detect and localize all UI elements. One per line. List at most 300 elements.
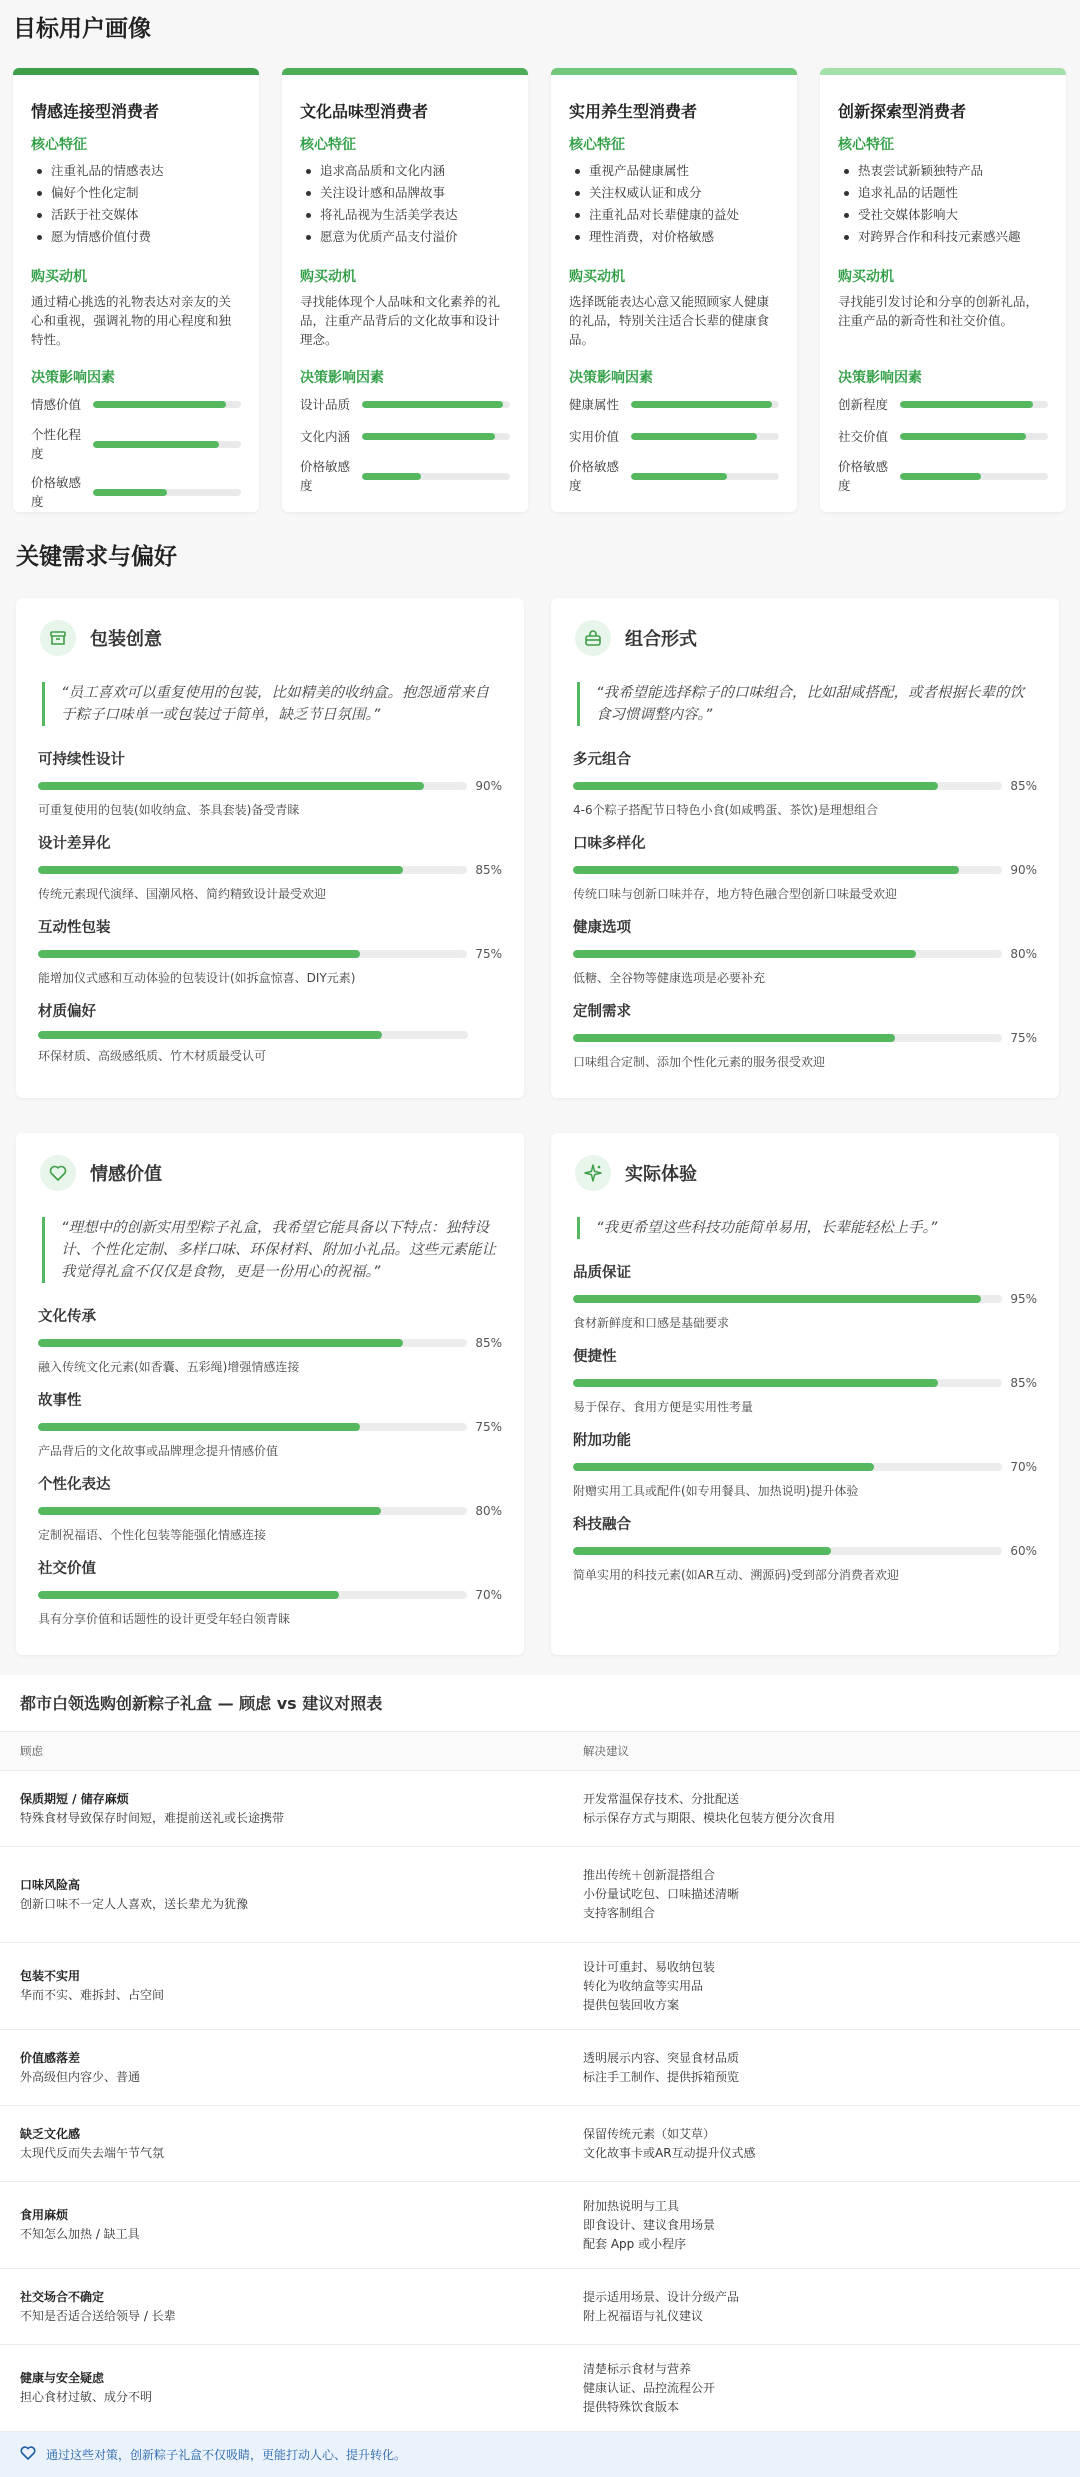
table-header-concern: 顾虑 xyxy=(20,1744,43,1758)
concern-cell xyxy=(0,2288,583,2326)
trait-item: 关注设计感和品牌故事 xyxy=(300,182,510,204)
need-item xyxy=(38,1305,502,1375)
need-item-title: 社交价值 xyxy=(38,1561,96,1577)
need-item-title: 设计差异化 xyxy=(38,836,111,852)
trait-list xyxy=(300,160,510,248)
solution-cell xyxy=(583,1958,1080,2015)
trait-item: 愿意为优质产品支付溢价 xyxy=(300,226,510,248)
need-item-title: 附加功能 xyxy=(573,1433,631,1449)
solution-line: 清楚标示食材与营养 xyxy=(583,2361,692,2376)
factor-track xyxy=(631,433,779,440)
table-row xyxy=(0,2106,1080,2182)
need-item-track xyxy=(38,866,467,874)
heart-icon xyxy=(20,2446,36,2463)
need-item-bar xyxy=(38,1031,502,1039)
need-item-bar xyxy=(573,1292,1037,1306)
concern-detail: 华而不实、难拆封、占空间 xyxy=(20,1988,165,2002)
factor-row xyxy=(31,425,241,463)
concern-title: 社交场合不确定 xyxy=(20,2289,105,2304)
factor-heading: 决策影响因素 xyxy=(31,370,115,386)
need-item-bar xyxy=(38,1420,502,1434)
need-item xyxy=(38,916,502,986)
factor-label: 价格敏感度 xyxy=(569,459,620,493)
need-item-bar xyxy=(38,779,502,793)
concern-title: 食用麻烦 xyxy=(20,2208,69,2222)
persona-name: 实用养生型消费者 xyxy=(569,102,698,121)
need-item-track xyxy=(38,950,467,958)
section-title-needs: 关键需求与偏好 xyxy=(16,544,177,570)
concern-detail: 创新口味不一定人人喜欢，送长辈尤为犹豫 xyxy=(20,1896,249,1911)
motive-text: 寻找能引发讨论和分享的创新礼品，注重产品的新奇性和社交价值。 xyxy=(838,294,1039,328)
need-item-fill xyxy=(573,1463,874,1471)
need-item-fill xyxy=(38,1339,403,1347)
factor-track xyxy=(93,441,241,448)
concern-title: 口味风险高 xyxy=(20,1877,81,1892)
solution-line: 支持客制组合 xyxy=(583,1906,656,1920)
table-row xyxy=(0,1847,1080,1943)
need-item-desc: 食材新鲜度和口感是基础要求 xyxy=(573,1316,730,1330)
need-item-percent: 90% xyxy=(475,779,502,793)
trait-list xyxy=(31,160,241,248)
factor-label: 创新程度 xyxy=(838,396,889,412)
trait-item: 重视产品健康属性 xyxy=(569,160,779,182)
solution-line: 小份量试吃包、口味描述清晰 xyxy=(583,1887,740,1901)
factor-fill xyxy=(900,433,1026,440)
need-item-fill xyxy=(38,1423,360,1431)
trait-list xyxy=(838,160,1048,248)
trait-item: 注重礼品对长辈健康的益处 xyxy=(569,204,779,226)
table-row xyxy=(0,2269,1080,2345)
table-footer xyxy=(0,2432,1080,2477)
factor-row xyxy=(31,393,241,415)
heart-icon xyxy=(40,1155,76,1191)
need-title: 包装创意 xyxy=(90,629,162,650)
need-item-fill xyxy=(38,1591,339,1599)
need-item-percent: 85% xyxy=(1010,1376,1037,1390)
persona-body xyxy=(13,75,259,511)
trait-item: 理性消费，对价格敏感 xyxy=(569,226,779,248)
core-heading: 核心特征 xyxy=(31,137,87,153)
need-item-fill xyxy=(573,1295,981,1303)
factor-fill xyxy=(93,401,226,408)
concern-cell xyxy=(0,2369,583,2407)
need-item-fill xyxy=(38,782,424,790)
concern-cell xyxy=(0,1876,583,1914)
need-item-desc: 能增加仪式感和互动体验的包装设计(如拆盒惊喜、DIY元素) xyxy=(38,971,356,985)
need-item-fill xyxy=(38,950,360,958)
need-header xyxy=(38,620,502,656)
need-item-desc: 定制祝福语、个性化包装等能强化情感连接 xyxy=(38,1528,267,1542)
need-item-title: 互动性包装 xyxy=(38,920,111,936)
concern-title: 保质期短 / 储存麻烦 xyxy=(20,1791,129,1806)
persona-body xyxy=(282,75,528,495)
need-header xyxy=(573,1155,1037,1191)
need-item-bar xyxy=(573,1460,1037,1474)
need-item-desc: 具有分享价值和话题性的设计更受年轻白领青睐 xyxy=(38,1612,291,1626)
solution-cell xyxy=(583,2125,1080,2163)
need-item xyxy=(38,748,502,818)
table-row xyxy=(0,2345,1080,2432)
need-item-track xyxy=(573,1547,1002,1555)
persona-card xyxy=(820,68,1066,512)
need-item-desc: 4-6个粽子搭配节日特色小食(如咸鸭蛋、茶饮)是理想组合 xyxy=(573,803,878,817)
need-item xyxy=(573,748,1037,818)
need-title: 情感价值 xyxy=(90,1164,162,1185)
need-item-percent: 70% xyxy=(1010,1460,1037,1474)
factor-row xyxy=(300,457,510,495)
need-item-track xyxy=(38,782,467,790)
factor-heading: 决策影响因素 xyxy=(300,370,384,386)
persona-accent-bar xyxy=(551,68,797,75)
persona-body xyxy=(551,75,797,495)
concern-detail: 太现代反而失去端午节气氛 xyxy=(20,2145,165,2160)
trait-item: 追求礼品的话题性 xyxy=(838,182,1048,204)
concern-cell xyxy=(0,2206,583,2244)
need-item-fill xyxy=(38,866,403,874)
need-item xyxy=(573,1513,1037,1583)
need-item-percent: 80% xyxy=(1010,947,1037,961)
persona-accent-bar xyxy=(282,68,528,75)
trait-item: 热衷尝试新颖独特产品 xyxy=(838,160,1048,182)
solution-line: 设计可重封、易收纳包装 xyxy=(583,1959,716,1974)
need-item-title: 口味多样化 xyxy=(573,836,646,852)
factor-row xyxy=(838,425,1048,447)
need-item-fill xyxy=(573,782,938,790)
factor-fill xyxy=(631,433,757,440)
need-item-desc: 易于保存、食用方便是实用性考量 xyxy=(573,1400,754,1414)
need-item-bar xyxy=(573,947,1037,961)
need-item-percent: 75% xyxy=(1010,1031,1037,1045)
core-heading: 核心特征 xyxy=(838,137,894,153)
need-item-percent: 95% xyxy=(1010,1292,1037,1306)
factor-label: 文化内涵 xyxy=(300,428,351,444)
persona-card xyxy=(282,68,528,512)
need-item-percent: 90% xyxy=(1010,863,1037,877)
solution-cell xyxy=(583,2288,1080,2326)
trait-item: 愿为情感价值付费 xyxy=(31,226,241,248)
factor-track xyxy=(362,473,510,480)
trait-item: 活跃于社交媒体 xyxy=(31,204,241,226)
need-card xyxy=(551,598,1059,1098)
need-item-desc: 可重复使用的包装(如收纳盒、茶具套装)备受青睐 xyxy=(38,803,300,817)
need-item-bar xyxy=(38,1504,502,1518)
factor-track xyxy=(900,473,1048,480)
need-item xyxy=(573,1261,1037,1331)
need-item-percent: 75% xyxy=(475,947,502,961)
need-item-bar xyxy=(573,1544,1037,1558)
factor-label: 价格敏感度 xyxy=(300,459,351,493)
factor-row xyxy=(569,393,779,415)
factor-label: 实用价值 xyxy=(569,428,620,444)
need-item-desc: 融入传统文化元素(如香囊、五彩绳)增强情感连接 xyxy=(38,1360,300,1374)
trait-item: 将礼品视为生活美学表达 xyxy=(300,204,510,226)
need-quote: “我希望能选择粽子的口味组合，比如甜咸搭配，或者根据长辈的饮食习惯调整内容。” xyxy=(577,682,1037,726)
concern-detail: 担心食材过敏、成分不明 xyxy=(20,2390,153,2404)
solution-line: 转化为收纳盒等实用品 xyxy=(583,1978,704,1993)
need-item-title: 健康选项 xyxy=(573,920,631,936)
need-item-title: 科技融合 xyxy=(573,1517,631,1533)
need-item-desc: 口味组合定制、添加个性化元素的服务很受欢迎 xyxy=(573,1055,826,1069)
trait-item: 追求高品质和文化内涵 xyxy=(300,160,510,182)
solution-line: 推出传统＋创新混搭组合 xyxy=(583,1868,716,1882)
need-item-title: 故事性 xyxy=(38,1393,82,1409)
solution-line: 保留传统元素（如艾草） xyxy=(583,2126,716,2141)
factor-row xyxy=(838,457,1048,495)
need-item-bar xyxy=(38,947,502,961)
solution-cell xyxy=(583,2197,1080,2254)
trait-list xyxy=(569,160,779,248)
solution-line: 文化故事卡或AR互动提升仪式感 xyxy=(583,2145,756,2160)
need-quote: “员工喜欢可以重复使用的包装，比如精美的收纳盒。抱怨通常来自于粽子口味单一或包装过于简单，缺乏节日氛围。” xyxy=(42,682,502,726)
motive-text: 寻找能体现个人品味和文化素养的礼品，注重产品背后的文化故事和设计理念。 xyxy=(300,294,501,347)
factor-fill xyxy=(93,441,219,448)
need-item-fill xyxy=(573,1547,831,1555)
need-item-title: 可持续性设计 xyxy=(38,752,125,768)
motive-text: 通过精心挑选的礼物表达对亲友的关心和重视，强调礼物的用心程度和独特性。 xyxy=(31,294,232,347)
need-item-track xyxy=(38,1423,467,1431)
factor-track xyxy=(631,473,779,480)
factor-fill xyxy=(631,401,772,408)
table-header-solution: 解决建议 xyxy=(583,1744,629,1758)
factor-row xyxy=(300,425,510,447)
need-item xyxy=(573,1345,1037,1415)
solution-line: 透明展示内容、突显食材品质 xyxy=(583,2050,740,2065)
need-item-track xyxy=(573,866,1002,874)
solution-cell xyxy=(583,2049,1080,2087)
concern-detail: 不知是否适合送给领导 / 长辈 xyxy=(20,2308,176,2323)
factor-track xyxy=(362,433,510,440)
persona-accent-bar xyxy=(820,68,1066,75)
solution-line: 开发常温保存技术、分批配送 xyxy=(583,1791,740,1806)
need-item xyxy=(38,832,502,902)
persona-body xyxy=(820,75,1066,495)
need-item-percent: 85% xyxy=(1010,779,1037,793)
solution-line: 提示适用场景、设计分级产品 xyxy=(583,2289,740,2304)
persona-name: 文化品味型消费者 xyxy=(300,102,429,121)
need-card xyxy=(16,598,524,1098)
section-title-personas: 目标用户画像 xyxy=(13,16,151,42)
need-quote: “理想中的创新实用型粽子礼盒，我希望它能具备以下特点：独特设计、个性化定制、多样口味、环保材料、附加小礼品。这些元素能让我觉得礼盒不仅仅是食物，更是一份用心的祝福。” xyxy=(42,1217,502,1283)
need-item-percent: 70% xyxy=(475,1588,502,1602)
motive-heading: 购买动机 xyxy=(838,269,894,285)
need-item-track xyxy=(573,1295,1002,1303)
need-item-title: 便捷性 xyxy=(573,1349,617,1365)
concern-table xyxy=(0,1675,1080,2477)
need-item xyxy=(573,1429,1037,1499)
need-item-track xyxy=(573,1463,1002,1471)
need-item-bar xyxy=(573,1031,1037,1045)
solution-line: 提供特殊饮食版本 xyxy=(583,2399,680,2414)
need-quote: “我更希望这些科技功能简单易用，长辈能轻松上手。” xyxy=(577,1217,1037,1239)
need-item-fill xyxy=(573,1034,895,1042)
solution-line: 即食设计、建议食用场景 xyxy=(583,2217,716,2232)
need-item-track xyxy=(38,1339,467,1347)
table-row xyxy=(0,1771,1080,1847)
solution-line: 标注手工制作、提供拆箱预览 xyxy=(583,2069,740,2084)
persona-accent-bar xyxy=(13,68,259,75)
need-item-desc: 传统元素现代演绎、国潮风格、简约精致设计最受欢迎 xyxy=(38,887,327,901)
solution-line: 附上祝福语与礼仪建议 xyxy=(583,2308,704,2323)
trait-item: 对跨界合作和科技元素感兴趣 xyxy=(838,226,1048,248)
factor-fill xyxy=(362,401,503,408)
need-item-desc: 低糖、全谷物等健康选项是必要补充 xyxy=(573,971,766,985)
concern-cell xyxy=(0,2049,583,2087)
need-item-fill xyxy=(573,950,916,958)
need-item-desc: 附赠实用工具或配件(如专用餐具、加热说明)提升体验 xyxy=(573,1484,859,1498)
factor-fill xyxy=(362,473,421,480)
need-item-bar xyxy=(573,863,1037,877)
factor-fill xyxy=(362,433,495,440)
solution-line: 健康认证、品控流程公开 xyxy=(583,2380,716,2395)
factor-fill xyxy=(900,473,981,480)
factor-row xyxy=(569,425,779,447)
need-item xyxy=(38,1000,502,1064)
need-item-title: 多元组合 xyxy=(573,752,631,768)
need-item xyxy=(573,832,1037,902)
need-item-percent: 85% xyxy=(475,863,502,877)
concern-cell xyxy=(0,1790,583,1828)
need-item-track xyxy=(573,782,1002,790)
factor-track xyxy=(93,489,241,496)
solution-line: 标示保存方式与期限、模块化包装方便分次食用 xyxy=(583,1810,836,1825)
need-item-track xyxy=(573,1034,1002,1042)
need-item-bar xyxy=(573,1376,1037,1390)
factor-row xyxy=(838,393,1048,415)
need-card xyxy=(16,1133,524,1655)
concern-cell xyxy=(0,1967,583,2005)
solution-line: 配套 App 或小程序 xyxy=(583,2236,687,2251)
need-item-track xyxy=(38,1507,467,1515)
factor-fill xyxy=(93,489,167,496)
need-item-bar xyxy=(38,1336,502,1350)
need-item-fill xyxy=(573,866,959,874)
need-item-title: 材质偏好 xyxy=(38,1004,96,1020)
need-header xyxy=(573,620,1037,656)
need-item-percent: 60% xyxy=(1010,1544,1037,1558)
table-title: 都市白领选购创新粽子礼盒 — 顾虑 vs 建议对照表 xyxy=(20,1694,383,1713)
need-item-bar xyxy=(38,1588,502,1602)
core-heading: 核心特征 xyxy=(300,137,356,153)
solution-cell xyxy=(583,1866,1080,1923)
need-item-fill xyxy=(38,1031,382,1039)
concern-cell xyxy=(0,2125,583,2163)
factor-heading: 决策影响因素 xyxy=(838,370,922,386)
need-card xyxy=(551,1133,1059,1655)
factor-row xyxy=(300,393,510,415)
need-item-track xyxy=(573,950,1002,958)
footer-text: 通过这些对策，创新粽子礼盒不仅吸睛，更能打动人心、提升转化。 xyxy=(46,2448,407,2462)
need-item xyxy=(38,1557,502,1627)
concern-detail: 外高级但内容少、普通 xyxy=(20,2069,141,2084)
factor-fill xyxy=(900,401,1033,408)
need-item-desc: 传统口味与创新口味并存，地方特色融合型创新口味最受欢迎 xyxy=(573,887,898,901)
factor-row xyxy=(31,473,241,511)
need-item-percent: 80% xyxy=(475,1504,502,1518)
persona-name: 创新探索型消费者 xyxy=(838,102,967,121)
trait-item: 受社交媒体影响大 xyxy=(838,204,1048,226)
table-header xyxy=(0,1731,1080,1771)
factor-track xyxy=(900,433,1048,440)
factor-label: 健康属性 xyxy=(569,396,620,412)
need-title: 组合形式 xyxy=(625,629,697,650)
table-row xyxy=(0,2030,1080,2106)
need-header xyxy=(38,1155,502,1191)
need-item-bar xyxy=(38,863,502,877)
concern-title: 缺乏文化感 xyxy=(20,2126,81,2141)
factor-fill xyxy=(631,473,727,480)
concern-title: 包装不实用 xyxy=(20,1969,81,1983)
box-icon xyxy=(40,620,76,656)
need-item xyxy=(573,916,1037,986)
factor-track xyxy=(631,401,779,408)
solution-cell xyxy=(583,1790,1080,1828)
factor-track xyxy=(900,401,1048,408)
factor-label: 个性化程度 xyxy=(31,427,82,461)
concern-title: 健康与安全疑虑 xyxy=(20,2371,105,2385)
need-item-track xyxy=(38,1031,468,1039)
table-body xyxy=(0,1771,1080,2432)
factor-track xyxy=(93,401,241,408)
motive-text: 选择既能表达心意又能照顾家人健康的礼品，特别关注适合长辈的健康食品。 xyxy=(569,294,770,347)
need-item-desc: 简单实用的科技元素(如AR互动、溯源码)受到部分消费者欢迎 xyxy=(573,1568,899,1582)
need-title: 实际体验 xyxy=(625,1164,697,1185)
persona-card xyxy=(13,68,259,512)
factor-label: 设计品质 xyxy=(300,396,351,412)
factor-track xyxy=(362,401,510,408)
need-item-desc: 产品背后的文化故事或品牌理念提升情感价值 xyxy=(38,1444,279,1458)
need-item-track xyxy=(38,1591,467,1599)
table-row xyxy=(0,2182,1080,2269)
trait-item: 偏好个性化定制 xyxy=(31,182,241,204)
need-item-title: 个性化表达 xyxy=(38,1477,111,1493)
need-item-percent: 75% xyxy=(475,1420,502,1434)
sparkle-icon xyxy=(575,1155,611,1191)
need-item-track xyxy=(573,1379,1002,1387)
persona-card xyxy=(551,68,797,512)
need-item xyxy=(573,1000,1037,1070)
need-item xyxy=(38,1473,502,1543)
need-item-title: 文化传承 xyxy=(38,1309,96,1325)
need-item-bar xyxy=(573,779,1037,793)
motive-heading: 购买动机 xyxy=(300,269,356,285)
solution-cell xyxy=(583,2360,1080,2417)
need-item-title: 品质保证 xyxy=(573,1265,631,1281)
factor-label: 情感价值 xyxy=(31,396,82,412)
factor-heading: 决策影响因素 xyxy=(569,370,653,386)
factor-row xyxy=(569,457,779,495)
need-item-title: 定制需求 xyxy=(573,1004,631,1020)
persona-cards xyxy=(13,68,1067,512)
motive-heading: 购买动机 xyxy=(31,269,87,285)
table-row xyxy=(0,1943,1080,2030)
motive-heading: 购买动机 xyxy=(569,269,625,285)
solution-line: 附加热说明与工具 xyxy=(583,2198,680,2213)
need-item-percent: 85% xyxy=(475,1336,502,1350)
factor-label: 价格敏感度 xyxy=(31,475,82,509)
trait-item: 注重礼品的情感表达 xyxy=(31,160,241,182)
need-item-desc: 环保材质、高级感纸质、竹木材质最受认可 xyxy=(38,1049,267,1063)
factor-label: 社交价值 xyxy=(838,428,889,444)
trait-item: 关注权威认证和成分 xyxy=(569,182,779,204)
factor-label: 价格敏感度 xyxy=(838,459,889,493)
concern-detail: 不知怎么加热 / 缺工具 xyxy=(20,2227,140,2241)
need-item-fill xyxy=(573,1379,938,1387)
concern-title: 价值感落差 xyxy=(20,2050,81,2065)
need-item xyxy=(38,1389,502,1459)
need-item-fill xyxy=(38,1507,381,1515)
solution-line: 提供包装回收方案 xyxy=(583,1997,680,2012)
persona-name: 情感连接型消费者 xyxy=(31,102,160,121)
